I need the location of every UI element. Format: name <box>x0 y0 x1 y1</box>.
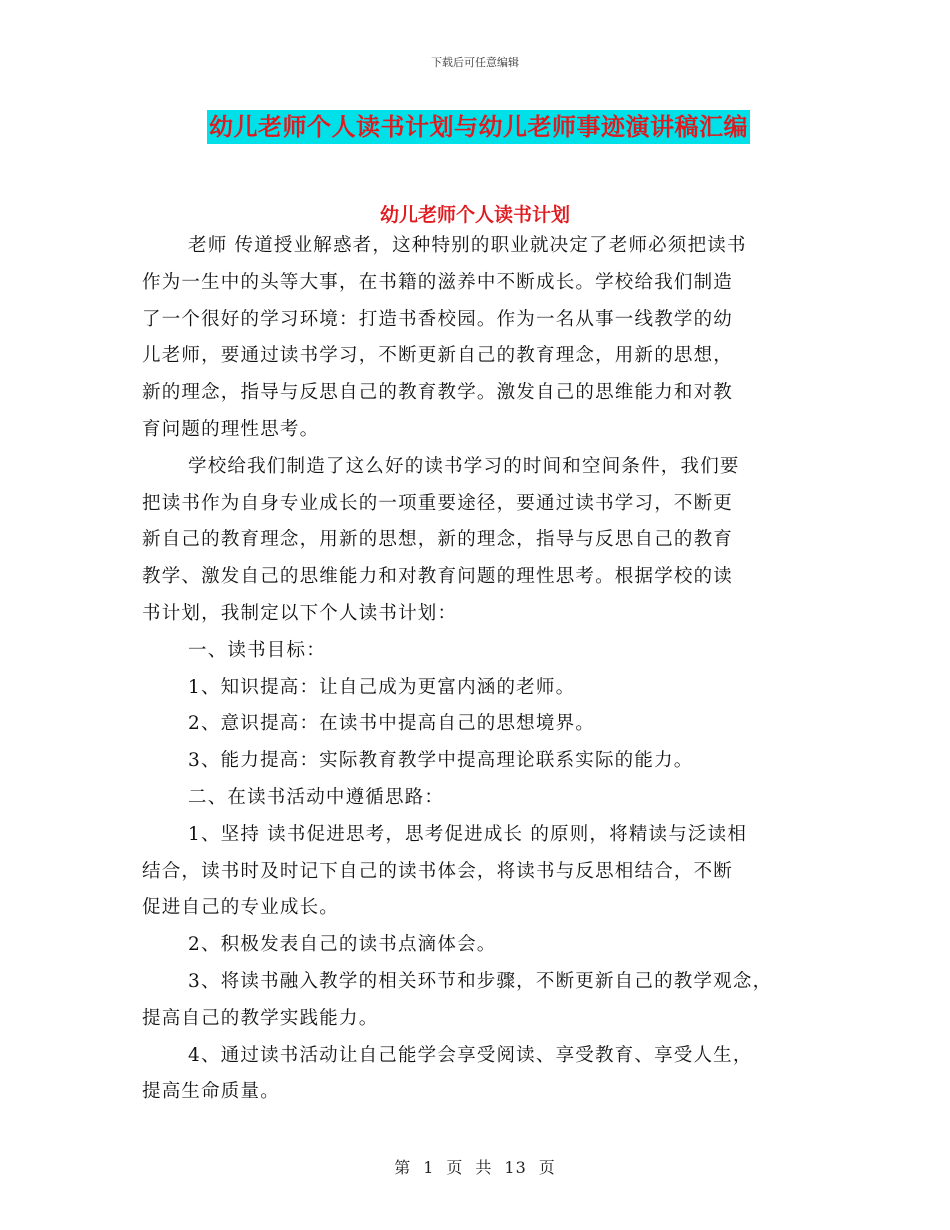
footer-page-unit: 页 <box>446 1158 464 1177</box>
footer-page-number: 1 <box>423 1158 435 1177</box>
paragraph-line: 4、通过读书活动让自己能学会享受阅读、享受教育、享受人生， <box>188 1044 753 1066</box>
document-title: 幼儿老师个人读书计划与幼儿老师事迹演讲稿汇编 <box>207 110 750 144</box>
paragraph-line: 新自己的教育理念，用新的思想，新的理念，指导与反思自己的教育 <box>142 529 734 551</box>
paragraph-line: 3、将读书融入教学的相关环节和步骤，不断更新自己的教学观念， <box>188 970 773 992</box>
paragraph-line: 提高生命质量。 <box>142 1081 280 1103</box>
paragraph-line: 2、积极发表自己的读书点滴体会。 <box>188 934 497 956</box>
paragraph-line: 1、坚持 读书促进思考，思考促进成长 的原则，将精读与泛读相 <box>188 823 748 845</box>
section-title: 幼儿老师个人读书计划 <box>379 204 570 226</box>
document-body <box>142 228 807 1111</box>
paragraph-line: 1、知识提高：让自己成为更富内涵的老师。 <box>188 676 576 698</box>
paragraph-line: 教学、激发自己的思维能力和对教育问题的理性思考。根据学校的读 <box>142 566 734 588</box>
header-note: 下载后可任意编辑 <box>431 56 519 69</box>
paragraph-line: 儿老师，要通过读书学习，不断更新自己的教育理念，用新的思想， <box>142 345 734 367</box>
paragraph-line: 了一个很好的学习环境：打造书香校园。作为一名从事一线教学的幼 <box>142 308 734 330</box>
footer-page-label: 第 <box>394 1158 412 1177</box>
footer-total-pages: 13 <box>504 1158 527 1177</box>
footer-total-unit: 页 <box>538 1158 556 1177</box>
paragraph-line: 促进自己的专业成长。 <box>142 897 340 919</box>
paragraph-line: 2、意识提高：在读书中提高自己的思想境界。 <box>188 713 595 735</box>
paragraph-line: 3、能力提高：实际教育教学中提高理论联系实际的能力。 <box>188 750 694 772</box>
paragraph-line: 二、在读书活动中遵循思路： <box>188 786 445 808</box>
paragraph-line: 新的理念，指导与反思自己的教育教学。激发自己的思维能力和对教 <box>142 382 734 404</box>
page-footer <box>0 1155 950 1178</box>
paragraph-line: 学校给我们制造了这么好的读书学习的时间和空间条件，我们要 <box>188 455 740 477</box>
paragraph-line: 育问题的理性思考。 <box>142 418 320 440</box>
paragraph-line: 作为一生中的头等大事，在书籍的滋养中不断成长。学校给我们制造 <box>142 271 734 293</box>
paragraph-line: 提高自己的教学实践能力。 <box>142 1007 379 1029</box>
paragraph-line: 把读书作为自身专业成长的一项重要途径，要通过读书学习，不断更 <box>142 492 734 514</box>
paragraph-line: 结合，读书时及时记下自己的读书体会，将读书与反思相结合，不断 <box>142 860 734 882</box>
footer-total-label: 共 <box>475 1158 493 1177</box>
paragraph-line: 书计划，我制定以下个人读书计划： <box>142 602 458 624</box>
paragraph-line: 一、读书目标： <box>188 639 326 661</box>
paragraph-line: 老师 传道授业解惑者，这种特别的职业就决定了老师必须把读书 <box>188 235 747 256</box>
